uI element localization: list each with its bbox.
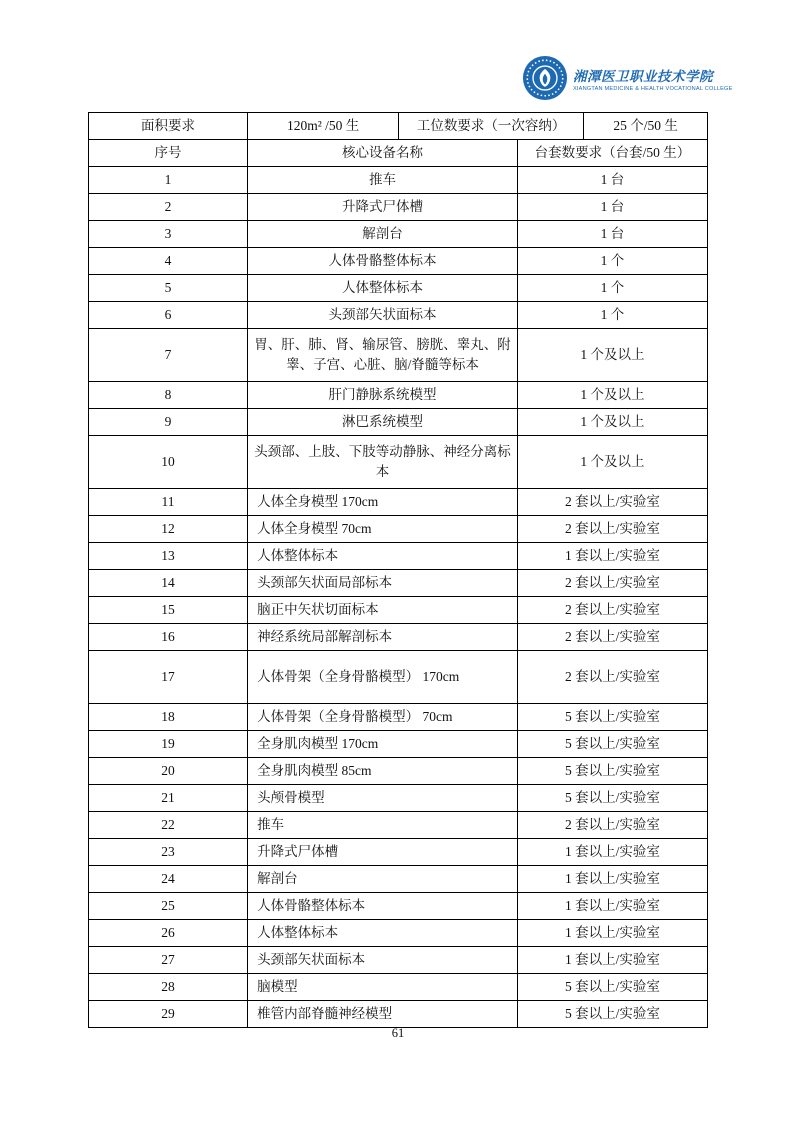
row-serial-number: 26 xyxy=(89,920,248,947)
equipment-table-row xyxy=(89,409,708,436)
area-workstation-info-table xyxy=(88,112,708,140)
row-equipment-name: 升降式尸体槽 xyxy=(248,194,518,221)
row-quantity-requirement: 2 套以上/实验室 xyxy=(517,597,707,624)
workstation-requirement-label: 工位数要求（一次容纳） xyxy=(399,113,584,140)
row-serial-number: 28 xyxy=(89,974,248,1001)
row-serial-number: 2 xyxy=(89,194,248,221)
row-serial-number: 9 xyxy=(89,409,248,436)
page-number: 61 xyxy=(391,1026,405,1040)
equipment-table-row xyxy=(89,221,708,248)
row-serial-number: 27 xyxy=(89,947,248,974)
equipment-table-row xyxy=(89,248,708,275)
row-equipment-name: 推车 xyxy=(248,167,518,194)
equipment-table-row xyxy=(89,839,708,866)
equipment-table-row xyxy=(89,275,708,302)
header-equipment-name: 核心设备名称 xyxy=(248,140,518,167)
row-serial-number: 20 xyxy=(89,758,248,785)
row-equipment-name: 人体整体标本 xyxy=(248,920,518,947)
row-serial-number: 13 xyxy=(89,543,248,570)
row-serial-number: 8 xyxy=(89,382,248,409)
row-serial-number: 16 xyxy=(89,624,248,651)
college-logo xyxy=(522,55,733,106)
row-equipment-name: 肝门静脉系统模型 xyxy=(248,382,518,409)
row-equipment-name: 头颈部、上肢、下肢等动静脉、神经分离标本 xyxy=(248,436,518,489)
row-quantity-requirement: 1 套以上/实验室 xyxy=(517,947,707,974)
equipment-table xyxy=(88,139,708,1028)
row-quantity-requirement: 1 个 xyxy=(517,302,707,329)
row-equipment-name: 脑模型 xyxy=(248,974,518,1001)
header-quantity-requirement: 台套数要求（台套/50 生） xyxy=(517,140,707,167)
row-quantity-requirement: 1 套以上/实验室 xyxy=(517,839,707,866)
row-serial-number: 14 xyxy=(89,570,248,597)
workstation-requirement-value: 25 个/50 生 xyxy=(584,113,708,140)
college-name-zh: 湘潭医卫职业技术学院 xyxy=(573,68,713,84)
equipment-table-row xyxy=(89,302,708,329)
row-quantity-requirement: 1 个及以上 xyxy=(517,409,707,436)
equipment-table-row xyxy=(89,1001,708,1028)
row-equipment-name: 人体全身模型 70cm xyxy=(248,516,518,543)
row-quantity-requirement: 1 个 xyxy=(517,275,707,302)
row-quantity-requirement: 1 套以上/实验室 xyxy=(517,543,707,570)
equipment-table-header-row xyxy=(89,140,708,167)
equipment-table-row xyxy=(89,731,708,758)
row-equipment-name: 解剖台 xyxy=(248,221,518,248)
row-quantity-requirement: 5 套以上/实验室 xyxy=(517,1001,707,1028)
equipment-table-row xyxy=(89,812,708,839)
row-quantity-requirement: 1 台 xyxy=(517,167,707,194)
equipment-table-row xyxy=(89,866,708,893)
equipment-table-row xyxy=(89,947,708,974)
row-serial-number: 4 xyxy=(89,248,248,275)
equipment-table-row xyxy=(89,974,708,1001)
row-equipment-name: 推车 xyxy=(248,812,518,839)
row-quantity-requirement: 2 套以上/实验室 xyxy=(517,516,707,543)
row-equipment-name: 脑正中矢状切面标本 xyxy=(248,597,518,624)
equipment-table-row xyxy=(89,489,708,516)
equipment-table-row xyxy=(89,329,708,382)
equipment-table-row xyxy=(89,543,708,570)
equipment-table-row xyxy=(89,167,708,194)
info-row xyxy=(89,113,708,140)
row-quantity-requirement: 5 套以上/实验室 xyxy=(517,731,707,758)
row-serial-number: 17 xyxy=(89,651,248,704)
row-quantity-requirement: 2 套以上/实验室 xyxy=(517,651,707,704)
row-serial-number: 18 xyxy=(89,704,248,731)
row-quantity-requirement: 1 套以上/实验室 xyxy=(517,920,707,947)
equipment-table-row xyxy=(89,597,708,624)
college-name-en: XIANGTAN MEDICINE & HEALTH VOCATIONAL COLLEGE xyxy=(573,86,733,93)
equipment-table-row xyxy=(89,651,708,704)
equipment-table-row xyxy=(89,920,708,947)
row-equipment-name: 解剖台 xyxy=(248,866,518,893)
equipment-table-row xyxy=(89,516,708,543)
row-serial-number: 7 xyxy=(89,329,248,382)
row-serial-number: 3 xyxy=(89,221,248,248)
area-requirement-label: 面积要求 xyxy=(89,113,248,140)
header-serial-number: 序号 xyxy=(89,140,248,167)
row-equipment-name: 头颈部矢状面标本 xyxy=(248,302,518,329)
row-serial-number: 29 xyxy=(89,1001,248,1028)
row-serial-number: 25 xyxy=(89,893,248,920)
row-serial-number: 15 xyxy=(89,597,248,624)
row-quantity-requirement: 1 台 xyxy=(517,221,707,248)
equipment-table-row xyxy=(89,382,708,409)
row-quantity-requirement: 1 套以上/实验室 xyxy=(517,893,707,920)
row-serial-number: 10 xyxy=(89,436,248,489)
row-quantity-requirement: 2 套以上/实验室 xyxy=(517,570,707,597)
row-equipment-name: 升降式尸体槽 xyxy=(248,839,518,866)
row-quantity-requirement: 5 套以上/实验室 xyxy=(517,704,707,731)
row-equipment-name: 人体骨架（全身骨骼模型） 70cm xyxy=(248,704,518,731)
requirements-table-wrap xyxy=(88,112,708,1028)
row-serial-number: 24 xyxy=(89,866,248,893)
equipment-table-row xyxy=(89,704,708,731)
row-equipment-name: 椎管内部脊髓神经模型 xyxy=(248,1001,518,1028)
row-quantity-requirement: 5 套以上/实验室 xyxy=(517,785,707,812)
equipment-table-row xyxy=(89,785,708,812)
area-requirement-value: 120m² /50 生 xyxy=(248,113,399,140)
college-emblem-icon xyxy=(522,55,568,106)
row-equipment-name: 全身肌肉模型 170cm xyxy=(248,731,518,758)
row-equipment-name: 头颅骨模型 xyxy=(248,785,518,812)
row-equipment-name: 人体骨骼整体标本 xyxy=(248,893,518,920)
row-serial-number: 19 xyxy=(89,731,248,758)
row-quantity-requirement: 5 套以上/实验室 xyxy=(517,758,707,785)
row-serial-number: 5 xyxy=(89,275,248,302)
equipment-table-body xyxy=(89,140,708,1028)
row-quantity-requirement: 1 套以上/实验室 xyxy=(517,866,707,893)
row-quantity-requirement: 2 套以上/实验室 xyxy=(517,624,707,651)
equipment-table-row xyxy=(89,624,708,651)
row-serial-number: 6 xyxy=(89,302,248,329)
row-equipment-name: 人体骨架（全身骨骼模型） 170cm xyxy=(248,651,518,704)
row-equipment-name: 全身肌肉模型 85cm xyxy=(248,758,518,785)
row-quantity-requirement: 1 个及以上 xyxy=(517,382,707,409)
equipment-table-row xyxy=(89,758,708,785)
row-equipment-name: 头颈部矢状面标本 xyxy=(248,947,518,974)
row-equipment-name: 人体骨骼整体标本 xyxy=(248,248,518,275)
row-serial-number: 21 xyxy=(89,785,248,812)
row-serial-number: 23 xyxy=(89,839,248,866)
equipment-table-row xyxy=(89,194,708,221)
row-equipment-name: 人体全身模型 170cm xyxy=(248,489,518,516)
row-quantity-requirement: 2 套以上/实验室 xyxy=(517,489,707,516)
row-equipment-name: 神经系统局部解剖标本 xyxy=(248,624,518,651)
row-quantity-requirement: 2 套以上/实验室 xyxy=(517,812,707,839)
row-serial-number: 11 xyxy=(89,489,248,516)
equipment-table-row xyxy=(89,436,708,489)
row-serial-number: 12 xyxy=(89,516,248,543)
row-serial-number: 1 xyxy=(89,167,248,194)
row-equipment-name: 淋巴系统模型 xyxy=(248,409,518,436)
row-quantity-requirement: 5 套以上/实验室 xyxy=(517,974,707,1001)
row-equipment-name: 胃、肝、肺、肾、输尿管、膀胱、睾丸、附睾、子宫、心脏、脑/脊髓等标本 xyxy=(248,329,518,382)
equipment-table-row xyxy=(89,570,708,597)
row-equipment-name: 人体整体标本 xyxy=(248,543,518,570)
row-quantity-requirement: 1 个及以上 xyxy=(517,329,707,382)
row-serial-number: 22 xyxy=(89,812,248,839)
row-quantity-requirement: 1 台 xyxy=(517,194,707,221)
row-equipment-name: 人体整体标本 xyxy=(248,275,518,302)
row-equipment-name: 头颈部矢状面局部标本 xyxy=(248,570,518,597)
row-quantity-requirement: 1 个 xyxy=(517,248,707,275)
row-quantity-requirement: 1 个及以上 xyxy=(517,436,707,489)
equipment-table-row xyxy=(89,893,708,920)
